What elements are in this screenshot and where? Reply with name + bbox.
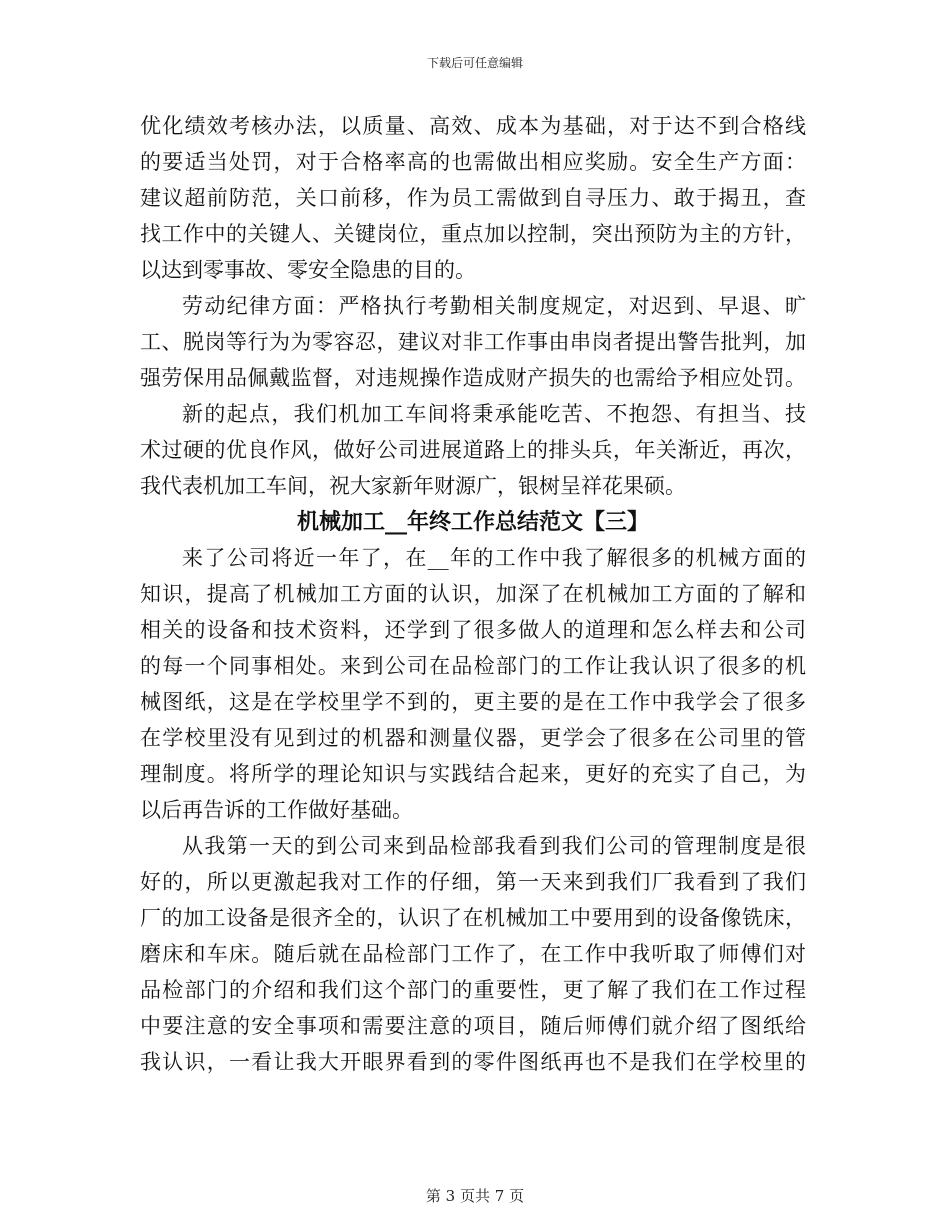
section-heading: 机械加工__年终工作总结范文【三】 [296,509,649,535]
paragraph-line: 理制度。将所学的理论知识与实践结合起来，更好的充实了自己，为 [140,762,806,786]
paragraph-line: 我认识，一看让我大开眼界看到的零件图纸再也不是我们在学校里的 [140,1050,806,1074]
paragraph-line: 以后再告诉的工作做好基础。 [140,798,413,822]
page-footer: 第 3 页共 7 页 [425,1187,525,1205]
paragraph-line: 劳动纪律方面：严格执行考勤相关制度规定，对迟到、早退、旷 [182,294,806,318]
paragraph-line: 好的，所以更激起我对工作的仔细，第一天来到我们厂我看到了我们 [140,870,806,894]
paragraph-line: 强劳保用品佩戴监督，对违规操作造成财产损失的也需给予相应处罚。 [140,366,806,390]
page-header: 下载后可任意编辑 [426,56,523,70]
paragraph-line: 术过硬的优良作风，做好公司进展道路上的排头兵，年关渐近，再次， [140,438,806,462]
paragraph-line: 磨床和车床。随后就在品检部门工作了，在工作中我听取了师傅们对 [140,942,806,966]
paragraph-line: 找工作中的关键人、关键岗位，重点加以控制，突出预防为主的方针， [140,222,806,246]
paragraph-line: 工、脱岗等行为为零容忍，建议对非工作事由串岗者提出警告批判，加 [140,330,806,354]
paragraph-line: 的要适当处罚，对于合格率高的也需做出相应奖励。安全生产方面： [140,150,806,174]
paragraph-line: 从我第一天的到公司来到品检部我看到我们公司的管理制度是很 [182,834,806,858]
paragraph-line: 知识，提高了机械加工方面的认识，加深了在机械加工方面的了解和 [140,582,806,606]
paragraph-line: 在学校里没有见到过的机器和测量仪器，更学会了很多在公司里的管 [140,726,806,750]
paragraph-line: 中要注意的安全事项和需要注意的项目，随后师傅们就介绍了图纸给 [140,1014,806,1038]
paragraph-line: 械图纸，这是在学校里学不到的，更主要的是在工作中我学会了很多 [140,690,806,714]
paragraph-line: 优化绩效考核办法，以质量、高效、成本为基础，对于达不到合格线 [140,114,806,138]
paragraph-line: 相关的设备和技术资料，还学到了很多做人的道理和怎么样去和公司 [140,618,806,642]
document-body [140,108,806,1080]
paragraph-line: 的每一个同事相处。来到公司在品检部门的工作让我认识了很多的机 [140,654,806,678]
paragraph-line: 新的起点，我们机加工车间将秉承能吃苦、不抱怨、有担当、技 [182,402,806,426]
paragraph-line: 来了公司将近一年了，在__年的工作中我了解很多的机械方面的 [182,546,806,570]
paragraph-line: 品检部门的介绍和我们这个部门的重要性，更了解了我们在工作过程 [140,978,806,1002]
paragraph-line: 建议超前防范，关口前移，作为员工需做到自寻压力、敢于揭丑，查 [140,186,806,210]
paragraph-line: 以达到零事故、零安全隐患的目的。 [140,258,476,282]
paragraph-line: 我代表机加工车间，祝大家新年财源广，银树呈祥花果硕。 [140,474,686,498]
paragraph-line: 厂的加工设备是很齐全的，认识了在机械加工中要用到的设备像铣床， [140,906,806,930]
